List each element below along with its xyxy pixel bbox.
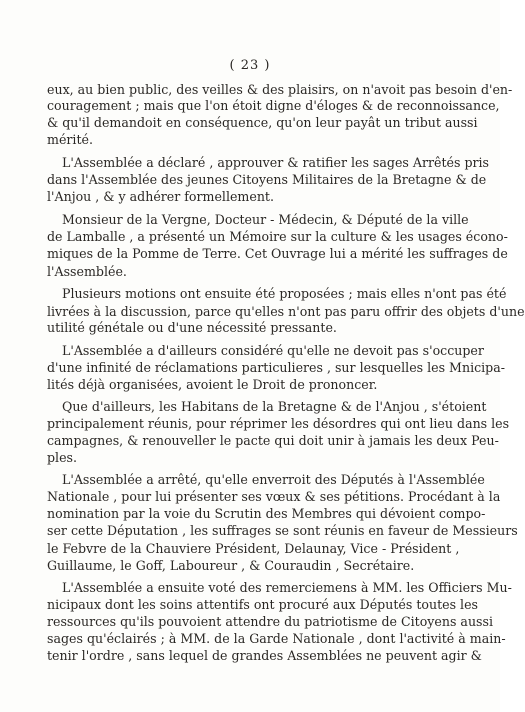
- text-line: l'Anjou , & y adhérer formellement.: [47, 189, 275, 204]
- text-line: l'Assemblée.: [47, 264, 127, 279]
- text-line: Que d'ailleurs, les Habitans de la Bretagne & de l'Anjou , s'étoient: [62, 399, 487, 414]
- text-line: d'une infinité de réclamations particulieres , sur lesquelles les Mnicipa-: [47, 360, 505, 375]
- text-line: nicipaux dont les soins attentifs ont procuré aux Députés toutes les: [47, 597, 478, 612]
- text-line: tenir l'ordre , sans lequel de grandes Assemblées ne peuvent agir &: [47, 648, 482, 663]
- text-line: Nationale , pour lui présenter ses vœux & ses pétitions. Procédant à la: [47, 489, 501, 504]
- text-line: ples.: [47, 450, 78, 465]
- text-line: sages qu'éclairés ; à MM. de la Garde Nationale , dont l'activité à main-: [47, 631, 506, 646]
- text-line: L'Assemblée a ensuite voté des remerciemens à MM. les Officiers Mu-: [62, 580, 512, 595]
- text-line: miques de la Pomme de Terre. Cet Ouvrage lui a mérité les suffrages de: [47, 246, 508, 261]
- text-line: dans l'Assemblée des jeunes Citoyens Militaires de la Bretagne & de: [47, 172, 487, 187]
- text-line: couragement ; mais que l'on étoit digne d'éloges & de reconnoissance,: [47, 98, 500, 113]
- text-line: mérité.: [47, 132, 93, 147]
- text-line: livrées à la discussion, parce qu'elles n'ont pas paru offrir des objets d'une: [47, 304, 525, 319]
- text-line: & qu'il demandoit en conséquence, qu'on leur payât un tribut aussi: [47, 115, 478, 130]
- page-number: ( 23 ): [229, 58, 271, 73]
- text-line: le Febvre de la Chauviere Président, Delaunay, Vice - Président ,: [47, 541, 460, 556]
- text-line: eux, au bien public, des veilles & des plaisirs, on n'avoit pas besoin d'en-: [47, 82, 513, 97]
- text-line: de Lamballe , a présenté un Mémoire sur la culture & les usages écono-: [47, 229, 508, 244]
- text-line: campagnes, & renouveller le pacte qui doit unir à jamais les deux Peu-: [47, 433, 499, 448]
- text-line: principalement réunis, pour réprimer les désordres qui ont lieu dans les: [47, 416, 510, 431]
- text-line: L'Assemblée a d'ailleurs considéré qu'elle ne devoit pas s'occuper: [62, 343, 484, 358]
- text-line: ser cette Députation , les suffrages se sont réunis en faveur de Messieurs: [47, 523, 518, 538]
- text-line: lités déjà organisées, avoient le Droit de prononcer.: [47, 377, 378, 392]
- text-line: Monsieur de la Vergne, Docteur - Médecin, & Député de la ville: [62, 212, 469, 227]
- text-line: L'Assemblée a arrêté, qu'elle enverroit des Députés à l'Assemblée: [62, 472, 485, 487]
- text-line: utilité génétale ou d'une nécessité pressante.: [47, 320, 337, 335]
- text-line: nomination par la voie du Scrutin des Membres qui dévoient compo-: [47, 506, 486, 521]
- text-line: Guillaume, le Goff, Laboureur , & Couraudin , Secrétaire.: [47, 558, 415, 573]
- text-line: L'Assemblée a déclaré , approuver & ratifier les sages Arrêtés pris: [62, 155, 490, 170]
- text-line: Plusieurs motions ont ensuite été proposées ; mais elles n'ont pas été: [62, 286, 507, 301]
- text-line: ressources qu'ils pouvoient attendre du patriotisme de Citoyens aussi: [47, 614, 494, 629]
